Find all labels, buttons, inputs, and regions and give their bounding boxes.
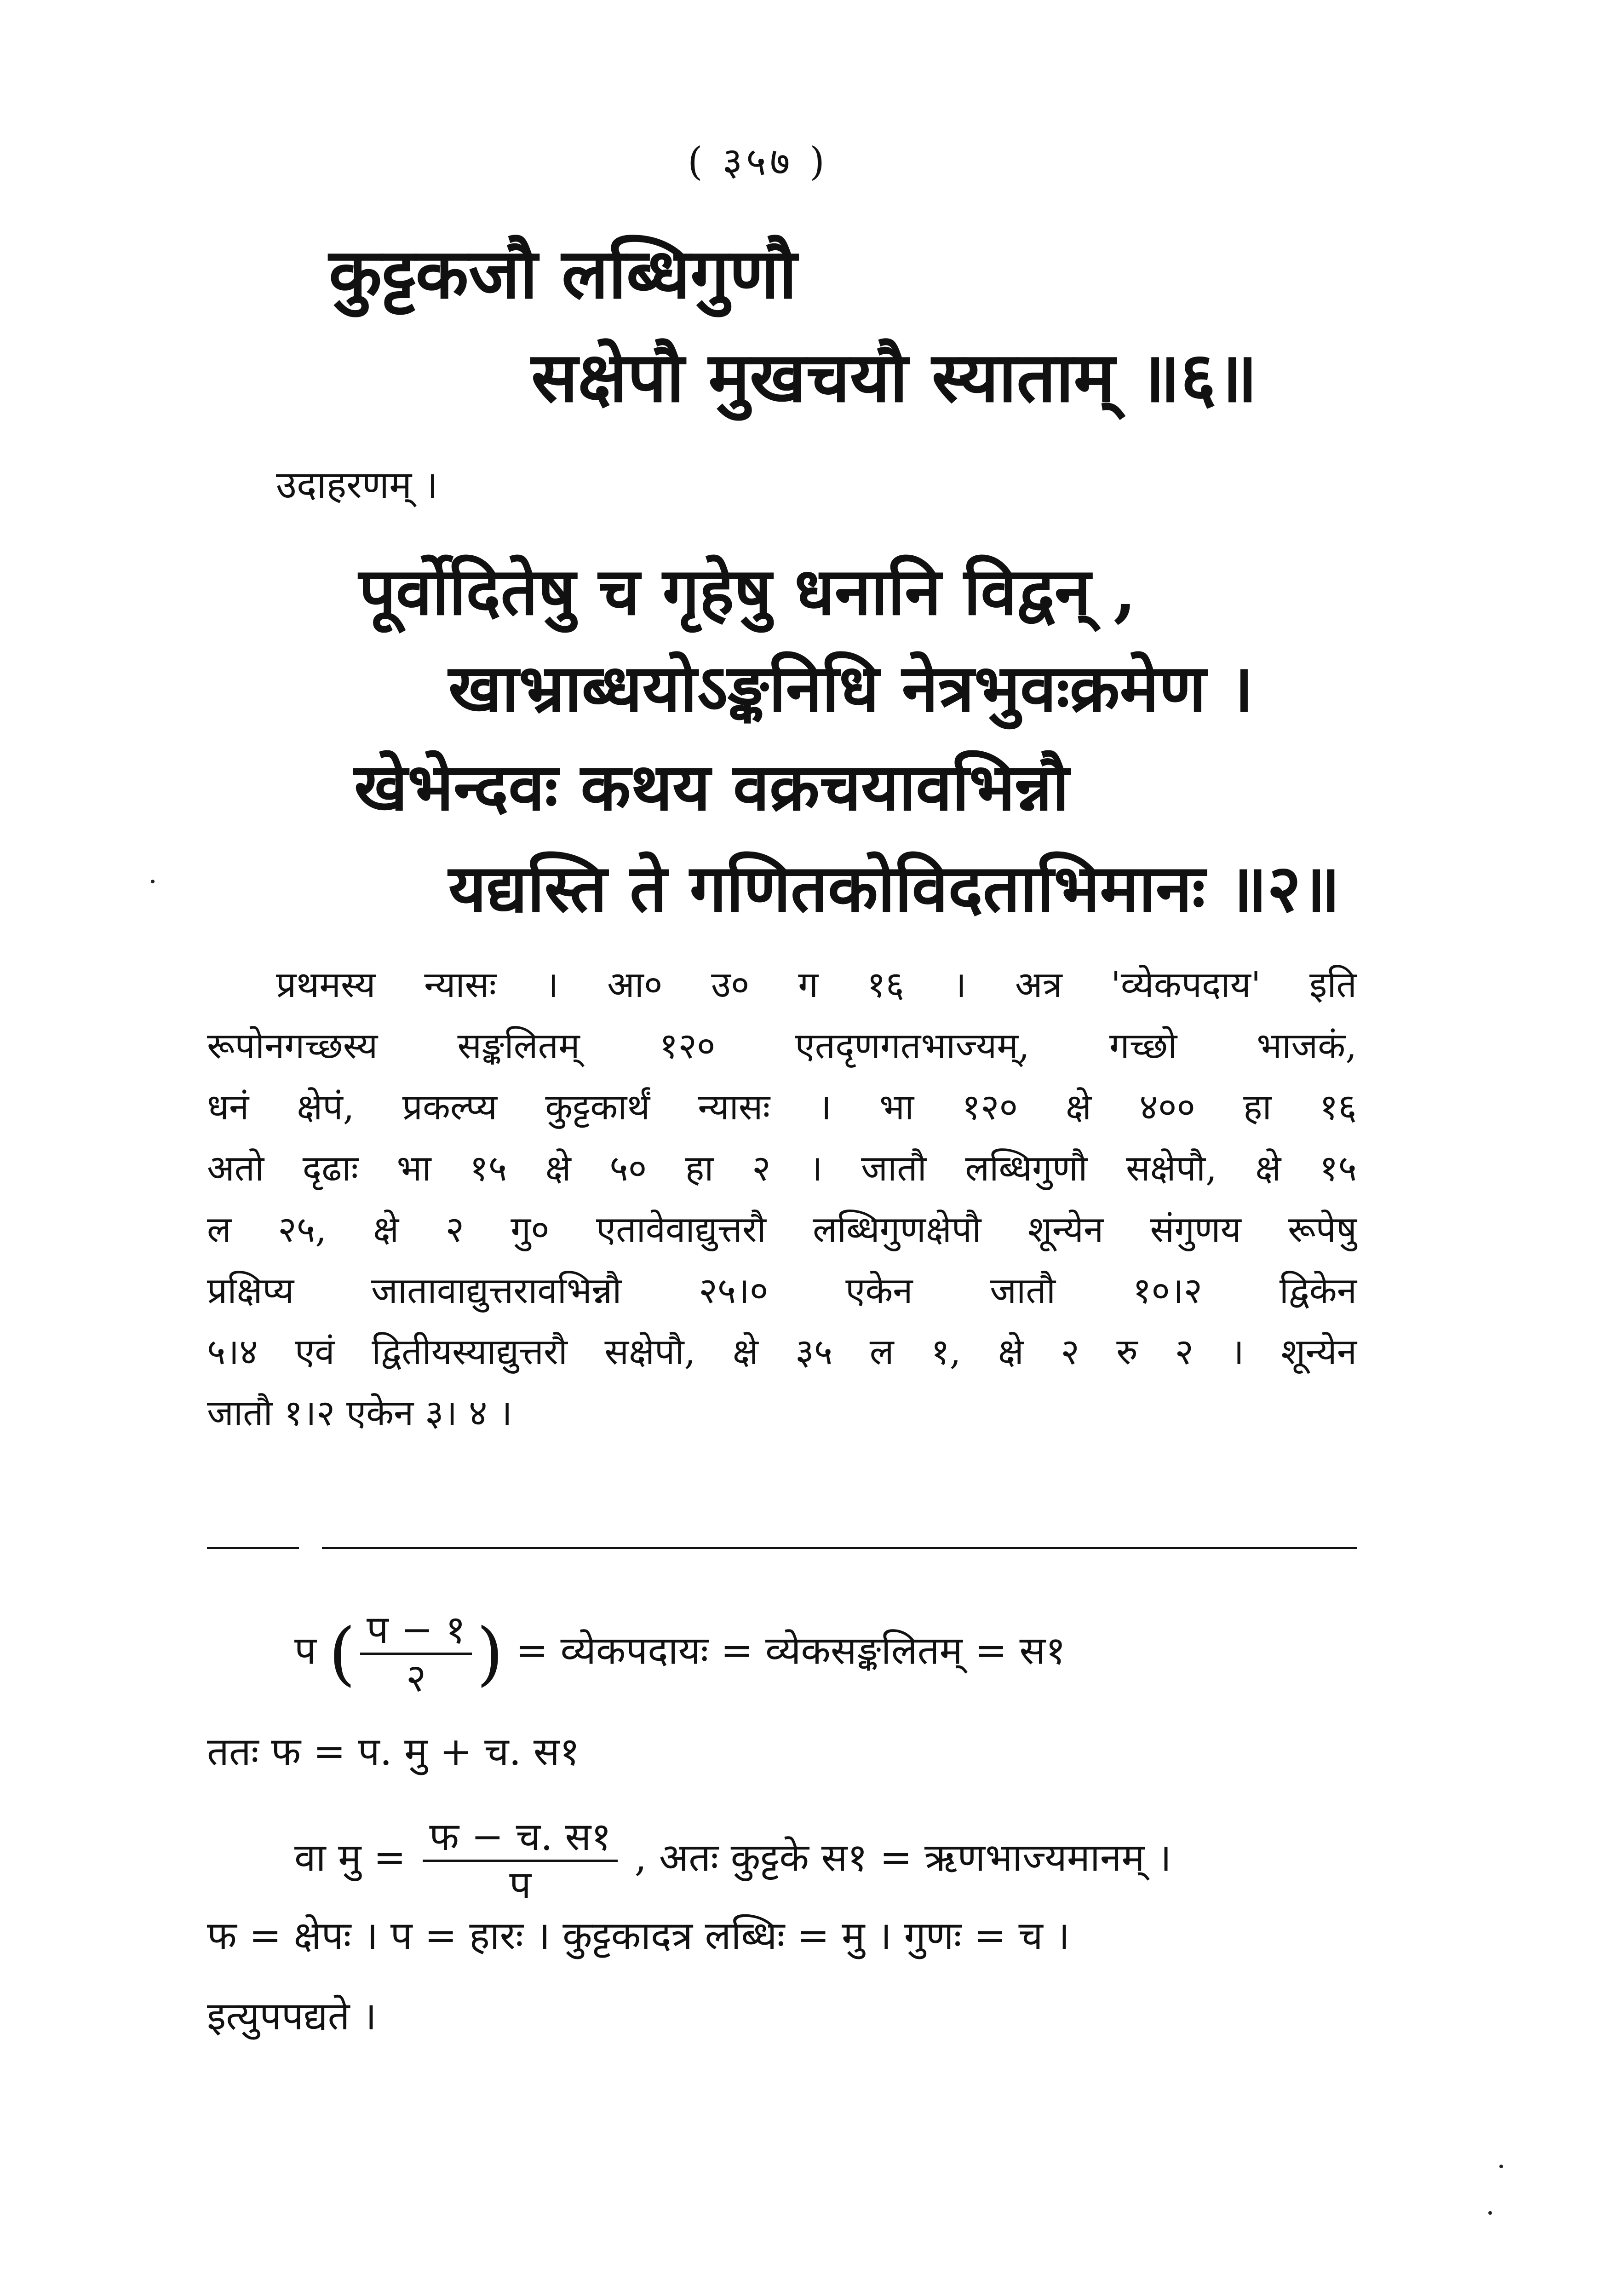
fraction-denominator: २: [406, 1655, 426, 1700]
equation-definitions: फ = क्षेपः । प = हारः । कुट्टकादत्र लब्धिः = मु । गुणः = च ।: [207, 1913, 1070, 1958]
commentary-line: प्रक्षिप्य जातावाद्युत्तरावभिन्नौ २५।० एकेन जातौ १०।२ द्विकेन: [207, 1270, 1357, 1312]
fraction-denominator: प: [509, 1862, 531, 1907]
equation-lhs: वा मु =: [294, 1835, 406, 1880]
verse-line-1: कुट्टकजौ लब्धिगुणौ: [329, 233, 797, 314]
commentary-line: प्रथमस्य न्यासः । आ० उ० ग १६ । अत्र 'व्येकपदाय' इति: [276, 964, 1357, 1006]
sloka-line-4: यद्यस्ति ते गणितकोविदताभिमानः ॥२॥: [448, 850, 1340, 927]
sloka-line-2: खाभ्राब्धयोऽङ्कनिधि नेत्रभुवःक्रमेण ।: [448, 650, 1254, 726]
equation-rest: = व्येकपदायः = व्येकसङ्कलितम् = स१: [516, 1628, 1066, 1673]
equation-sum-series: [294, 1607, 1066, 1700]
sloka-line-1: पूर्वोदितेषु च गृहेषु धनानि विद्वन् ,: [359, 553, 1136, 630]
closing-statement: इत्युपपद्यते ।: [207, 1993, 377, 2039]
equation-mukha: [294, 1814, 1172, 1907]
equation-phala: ततः फ = प. मु + च. स१: [207, 1729, 580, 1774]
right-paren: ): [476, 1613, 504, 1694]
commentary-line: अतो दृढाः भा १५ क्षे ५० हा २ । जातौ लब्धिगुणौ सक्षेपौ, क्षे १५: [207, 1148, 1357, 1189]
print-speck: [1499, 2165, 1503, 2168]
fraction: [423, 1814, 618, 1907]
print-speck: [151, 880, 155, 883]
commentary-line: धनं क्षेपं, प्रकल्प्य कुट्टकार्थं न्यासः । भा १२० क्षे ४०० हा १६: [207, 1087, 1357, 1128]
footnote-divider-long: [322, 1547, 1357, 1549]
commentary-line: जातौ १।२ एकेन ३। ४ ।: [207, 1393, 512, 1434]
sloka-line-3: खेभेन्दवः कथय वक्रचयावभिन्नौ: [354, 749, 1069, 825]
commentary-paragraph: [207, 955, 1357, 1444]
commentary-line: रूपोनगच्छस्य सङ्कलितम् १२० एतदृणगतभाज्यम्, गच्छो भाजकं,: [207, 1025, 1357, 1067]
equation-var-p: प: [294, 1628, 316, 1673]
left-paren: (: [328, 1613, 356, 1694]
example-heading: उदाहरणम् ।: [276, 463, 438, 507]
verse-line-2: सक्षेपौ मुखचयौ स्याताम् ॥६॥: [531, 337, 1258, 418]
fraction-numerator: प − १: [360, 1610, 472, 1655]
commentary-line: ५।४ एवं द्वितीयस्याद्युत्तरौ सक्षेपौ, क्षे ३५ ल १, क्षे २ रु २ । शून्येन: [207, 1331, 1357, 1373]
fraction: [360, 1607, 472, 1700]
footnote-divider-short: [207, 1547, 299, 1549]
fraction-numerator: फ − च. स१: [423, 1817, 618, 1862]
page-number: ( ३५७ ): [688, 139, 828, 184]
print-speck: [1488, 2211, 1492, 2215]
commentary-line: ल २५, क्षे २ गु० एतावेवाद्युत्तरौ लब्धिगुणक्षेपौ शून्येन संगुणय रूपेषु: [207, 1209, 1357, 1250]
equation-rest: , अतः कुट्टके स१ = ऋणभाज्यमानम् ।: [634, 1835, 1172, 1880]
